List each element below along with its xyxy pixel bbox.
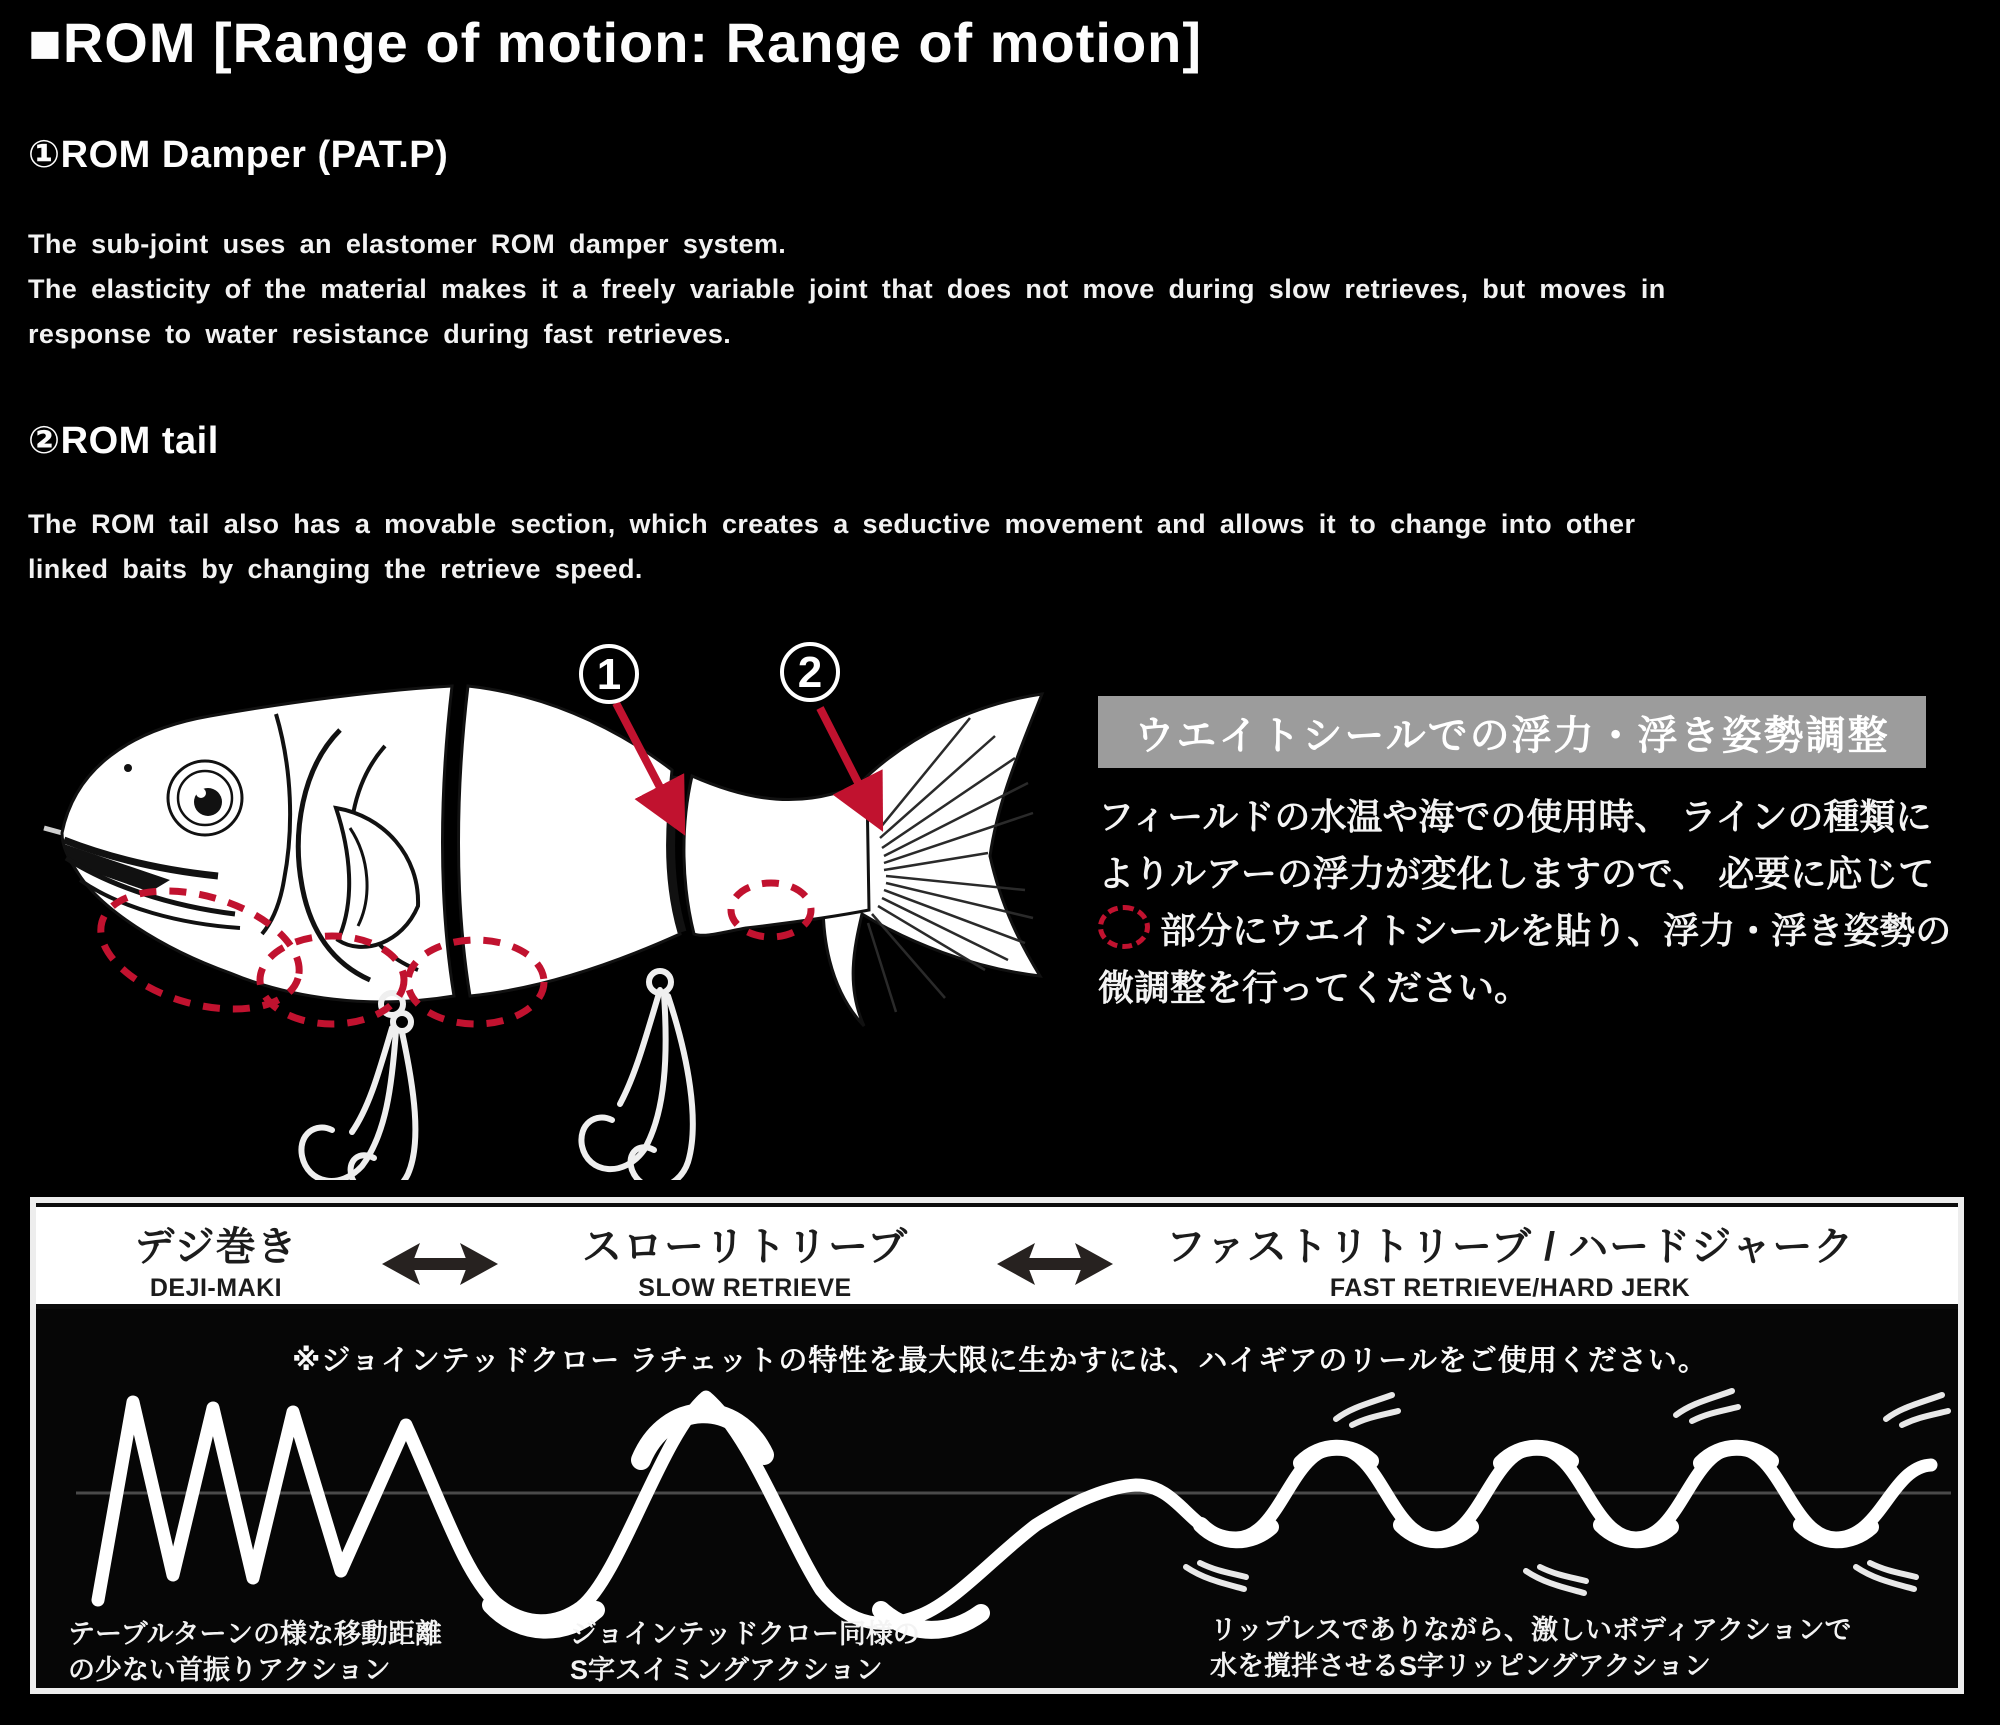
callout-1-number: 1	[596, 650, 622, 699]
rom-tail-line-2: linked baits by changing the retrieve speed.	[28, 554, 643, 584]
double-arrow-icon	[380, 1241, 500, 1287]
mode-slow-retrieve-jp: スローリトリーブ	[582, 1225, 908, 1269]
callout-2-badge	[782, 644, 838, 700]
eye	[168, 761, 242, 835]
weight-seal-line-1: フィールドの水温や海での使用時、 ラインの種類に	[1098, 796, 1932, 837]
mode-fast-retrieve-jp: ファストリトリーブ / ハードジャーク	[1165, 1225, 1855, 1269]
mode-fast-retrieve	[1160, 1215, 1860, 1303]
mode-slow-retrieve-en: SLOW RETRIEVE	[638, 1274, 852, 1302]
rom-tail-heading: ②ROM tail	[28, 420, 219, 462]
rom-damper-line-1: The sub-joint uses an elastomer ROM damper system.	[28, 229, 787, 259]
retrieve-mode-bar	[36, 1203, 1958, 1309]
rom-tail-paragraph	[28, 502, 1635, 592]
mode-deji-maki	[66, 1215, 366, 1303]
sub-joint	[671, 776, 682, 932]
callout-1-badge	[581, 646, 637, 702]
rom-tail-line-1: The ROM tail also has a movable section, which creates a seductive movement and allows it to change into other	[28, 509, 1636, 539]
weight-seal-header	[1098, 696, 1926, 768]
weight-seal-spot-icon	[1098, 905, 1150, 949]
treble-hook-rear	[581, 971, 692, 1180]
weight-seal-line-3: 部分にウエイトシールを貼り、浮力・浮き姿勢の	[1098, 902, 1978, 959]
mode-deji-maki-jp: デジ巻き	[134, 1225, 298, 1269]
caption-slow-retrieve: ジョインテッドクロー同様の S字スイミングアクション	[570, 1619, 920, 1685]
page-title: ■ROM [Range of motion: Range of motion]	[28, 11, 1203, 74]
mode-slow-retrieve	[545, 1215, 945, 1303]
swim-path	[98, 1397, 1931, 1623]
rom-damper-paragraph	[28, 222, 1666, 357]
rom-damper-heading: ①ROM Damper (PAT.P)	[28, 134, 449, 176]
caption-fast-retrieve: リップレスでありながら、激しいボディアクションで 水を撹拌させるS字リッピングアクション	[1210, 1615, 1852, 1681]
lure-diagram	[40, 618, 1100, 1180]
weight-seal-line-4: 微調整を行ってください。	[1098, 967, 1531, 1008]
nostril	[124, 764, 132, 772]
double-arrow-icon	[995, 1241, 1115, 1287]
weight-seal-line-2: よりルアーの浮力が変化しますので、 必要に応じて	[1098, 853, 1935, 894]
lure-tail-section	[684, 776, 869, 935]
mode-fast-retrieve-en: FAST RETRIEVE/HARD JERK	[1329, 1274, 1691, 1302]
weight-seal-paragraph	[1098, 788, 1978, 1016]
callout-2-number: 2	[797, 648, 823, 697]
mode-deji-maki-en: DEJI-MAKI	[149, 1274, 283, 1302]
rom-damper-line-2: The elasticity of the material makes it a freely variable joint that does not move during slow retrieves, but moves in	[28, 274, 1666, 304]
weight-seal-title: ウエイトシールでの浮力・浮き姿勢調整	[1134, 713, 1890, 758]
rom-damper-line-3: response to water resistance during fast retrieves.	[28, 319, 732, 349]
lure-body-mid	[459, 686, 681, 996]
caption-deji-maki: テーブルターンの様な移動距離 の少ない首振りアクション	[68, 1619, 442, 1685]
action-note: ※ジョインテッドクロー ラチェットの特性を最大限に生かすには、ハイギアのリールをご使用ください。	[292, 1345, 1708, 1377]
